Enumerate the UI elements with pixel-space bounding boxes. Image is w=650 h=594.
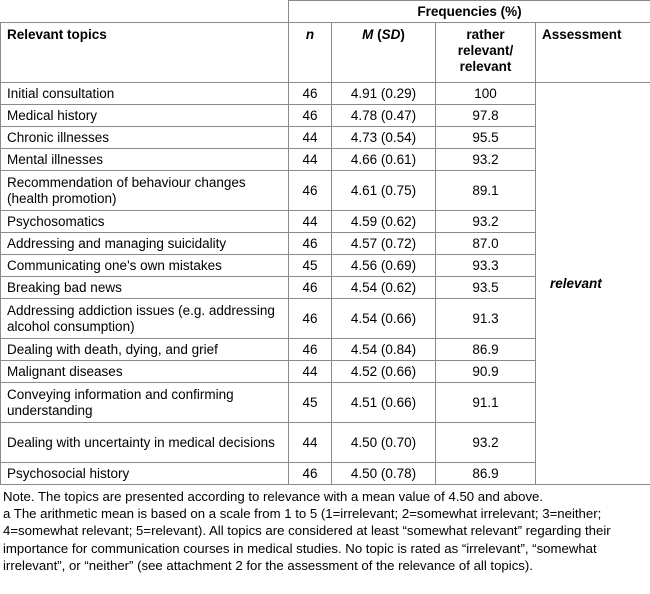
topic-cell: Psychosomatics — [1, 211, 289, 233]
percent-cell: 93.2 — [436, 149, 536, 171]
n-cell: 44 — [289, 361, 332, 383]
mean-cell: 4.78 (0.47) — [332, 105, 436, 127]
assessment-column-header: Assessment — [536, 23, 650, 83]
percent-cell: 93.2 — [436, 423, 536, 463]
assessment-cell: relevant — [536, 83, 650, 485]
topic-cell: Medical history — [1, 105, 289, 127]
mean-cell: 4.73 (0.54) — [332, 127, 436, 149]
topic-cell: Dealing with death, dying, and grief — [1, 339, 289, 361]
mean-cell: 4.66 (0.61) — [332, 149, 436, 171]
mean-cell: 4.54 (0.62) — [332, 277, 436, 299]
n-cell: 46 — [289, 463, 332, 485]
percent-header-line1: rather — [466, 27, 505, 42]
topic-cell: Mental illnesses — [1, 149, 289, 171]
mean-cell: 4.56 (0.69) — [332, 255, 436, 277]
percent-cell: 89.1 — [436, 171, 536, 211]
n-cell: 46 — [289, 339, 332, 361]
table-body — [1, 83, 650, 485]
topic-cell: Dealing with uncertainty in medical decisions — [1, 423, 289, 463]
percent-column-header — [436, 23, 536, 83]
n-cell: 44 — [289, 423, 332, 463]
n-column-header: n — [289, 23, 332, 83]
percent-header-line3: relevant — [459, 59, 512, 74]
n-cell: 44 — [289, 149, 332, 171]
percent-cell: 86.9 — [436, 339, 536, 361]
topic-cell: Malignant diseases — [1, 361, 289, 383]
frequencies-header: Frequencies (%) — [289, 1, 650, 23]
topic-cell: Addressing and managing suicidality — [1, 233, 289, 255]
mean-cell: 4.57 (0.72) — [332, 233, 436, 255]
n-cell: 46 — [289, 105, 332, 127]
mean-sd-label: SD — [381, 27, 401, 42]
topic-cell: Conveying information and confirming understanding — [1, 383, 289, 423]
mean-cell: 4.50 (0.78) — [332, 463, 436, 485]
n-cell: 45 — [289, 383, 332, 423]
percent-cell: 93.5 — [436, 277, 536, 299]
n-cell: 44 — [289, 211, 332, 233]
n-cell: 44 — [289, 127, 332, 149]
percent-cell: 93.2 — [436, 211, 536, 233]
topic-cell: Communicating one's own mistakes — [1, 255, 289, 277]
percent-header-line2: relevant/ — [457, 43, 514, 58]
table-row — [1, 83, 650, 105]
percent-cell: 86.9 — [436, 463, 536, 485]
n-cell: 46 — [289, 299, 332, 339]
percent-cell: 100 — [436, 83, 536, 105]
footnote-text: a The arithmetic mean is based on a scale from 1 to 5 (1=irrelevant; 2=somewhat irrelevant; 3=neither; 4=somewhat relevant; 5=relevant). All topics are considered at least “somewhat relevant” regarding their importance for communication courses in medical studies. No topic is rated as “irrelevant”, “somewhat irrelevant”, or “neither” (see attachment 2 for the assessment of the relevance of all topics). — [3, 506, 611, 573]
n-cell: 45 — [289, 255, 332, 277]
percent-cell: 87.0 — [436, 233, 536, 255]
percent-cell: 90.9 — [436, 361, 536, 383]
mean-cell: 4.50 (0.70) — [332, 423, 436, 463]
header-spacer — [1, 1, 289, 23]
mean-m-label: M — [362, 27, 374, 42]
mean-column-header: M (SD) — [332, 23, 436, 83]
percent-cell: 93.3 — [436, 255, 536, 277]
topic-cell: Breaking bad news — [1, 277, 289, 299]
topic-cell: Chronic illnesses — [1, 127, 289, 149]
topic-cell: Addressing addiction issues (e.g. addressing alcohol consumption) — [1, 299, 289, 339]
topic-cell: Psychosocial history — [1, 463, 289, 485]
n-cell: 46 — [289, 277, 332, 299]
n-cell: 46 — [289, 171, 332, 211]
mean-cell: 4.54 (0.66) — [332, 299, 436, 339]
n-cell: 46 — [289, 83, 332, 105]
mean-cell: 4.54 (0.84) — [332, 339, 436, 361]
mean-cell: 4.59 (0.62) — [332, 211, 436, 233]
topic-column-header: Relevant topics — [1, 23, 289, 83]
topic-cell: Recommendation of behaviour changes (health promotion) — [1, 171, 289, 211]
percent-cell: 91.3 — [436, 299, 536, 339]
n-cell: 46 — [289, 233, 332, 255]
percent-cell: 91.1 — [436, 383, 536, 423]
percent-cell: 97.8 — [436, 105, 536, 127]
table-notes — [3, 488, 647, 574]
topic-cell: Initial consultation — [1, 83, 289, 105]
mean-cell: 4.51 (0.66) — [332, 383, 436, 423]
percent-cell: 95.5 — [436, 127, 536, 149]
mean-cell: 4.52 (0.66) — [332, 361, 436, 383]
mean-cell: 4.91 (0.29) — [332, 83, 436, 105]
note-text: Note. The topics are presented according to relevance with a mean value of 4.50 and above. — [3, 489, 544, 504]
mean-cell: 4.61 (0.75) — [332, 171, 436, 211]
